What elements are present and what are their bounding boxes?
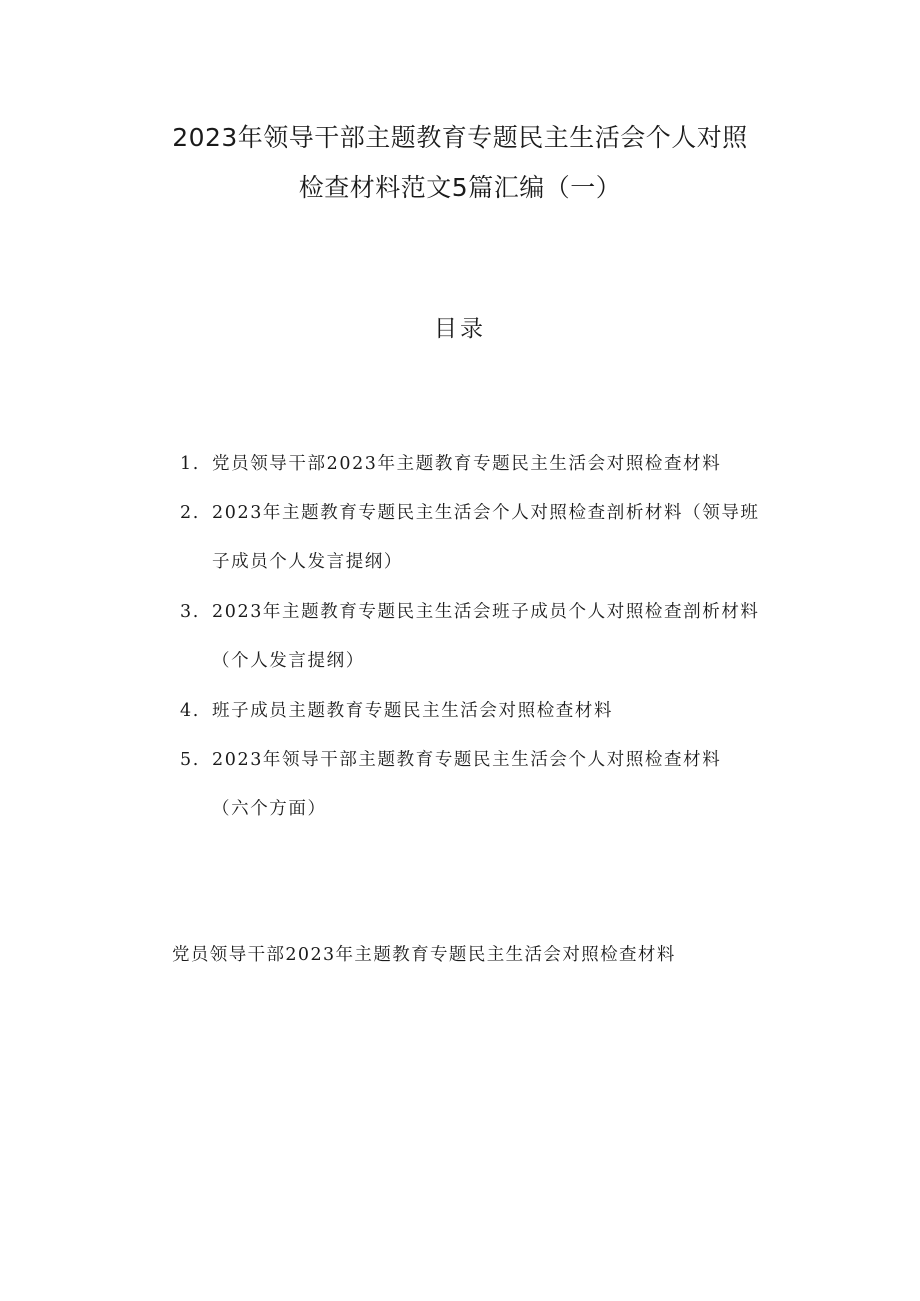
toc-item-3-continuation: （个人发言提纲） [212, 651, 365, 671]
toc-item-2 [180, 499, 760, 524]
toc-item-1 [180, 450, 721, 475]
section-heading: 党员领导干部2023年主题教育专题民主生活会对照检查材料 [172, 945, 676, 965]
toc-heading: 目录 [434, 316, 486, 342]
toc-item-text: 党员领导干部2023年主题教育专题民主生活会对照检查材料 [212, 454, 722, 474]
document-title-line-2: 检查材料范文5篇汇编（一） [298, 173, 622, 202]
toc-item-number: 5. [180, 750, 200, 770]
document-title-line-1: 2023年领导干部主题教育专题民主生活会个人对照 [172, 123, 748, 152]
toc-item-5 [180, 746, 721, 771]
toc-item-text: 2023年主题教育专题民主生活会个人对照检查剖析材料（领导班 [212, 503, 760, 523]
toc-item-text: 2023年领导干部主题教育专题民主生活会个人对照检查材料 [212, 750, 722, 770]
toc-item-text: 2023年主题教育专题民主生活会班子成员个人对照检查剖析材料 [212, 602, 760, 622]
toc-item-2-continuation: 子成员个人发言提纲） [212, 552, 403, 572]
toc-item-5-continuation: （六个方面） [212, 799, 327, 819]
toc-item-number: 1. [180, 454, 200, 474]
toc-item-3 [180, 598, 760, 623]
toc-item-number: 4. [180, 701, 200, 721]
toc-item-text: 班子成员主题教育专题民主生活会对照检查材料 [212, 701, 614, 721]
toc-item-4 [180, 697, 613, 722]
toc-item-number: 3. [180, 602, 200, 622]
toc-item-number: 2. [180, 503, 200, 523]
